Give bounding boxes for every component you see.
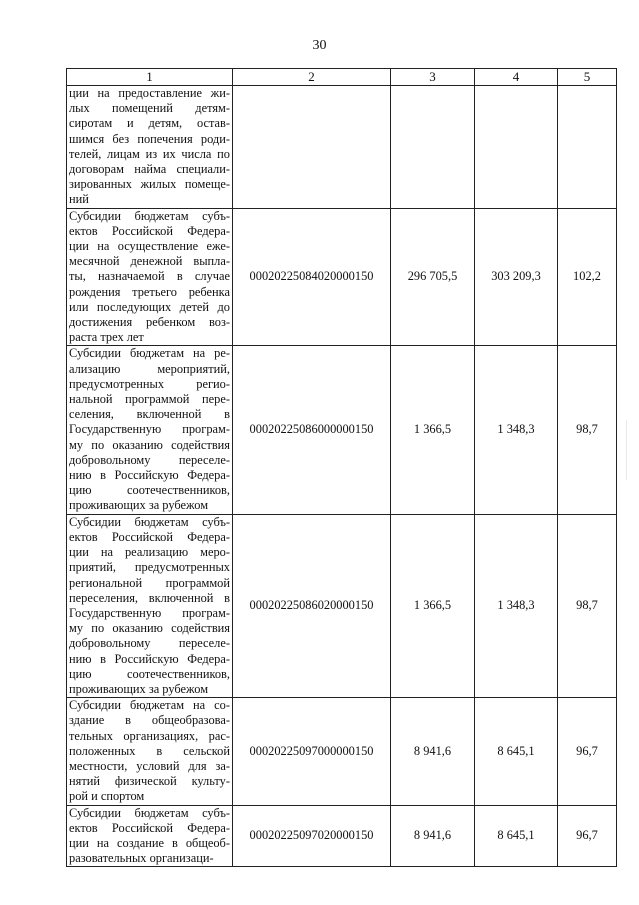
row-name-line: переселения, включенной в — [69, 590, 230, 605]
row-code-cell: 00020225084020000150 — [233, 208, 391, 346]
row-value-col3: 1 366,5 — [391, 346, 475, 514]
row-value-col5: 102,2 — [558, 208, 617, 346]
budget-table — [66, 68, 617, 867]
row-name-line: ектов Российской Федера- — [69, 820, 230, 835]
row-value-col4: 1 348,3 — [475, 346, 558, 514]
row-name-cell — [67, 514, 233, 697]
row-value-col5 — [558, 86, 617, 209]
table-row — [67, 346, 617, 514]
row-name-line: ции на реализацию меро- — [69, 545, 230, 560]
row-name-line: ектов Российской Федера- — [69, 223, 230, 238]
row-name-line: шимся без попечения роди- — [69, 131, 230, 146]
row-name-line: месячной денежной выпла- — [69, 254, 230, 269]
row-name-line: ектов Российской Федера- — [69, 529, 230, 544]
table-row — [67, 208, 617, 346]
row-name-line: разовательных организаци- — [69, 851, 214, 866]
row-name-line: или последующих детей до — [69, 299, 230, 314]
row-code-cell — [233, 86, 391, 209]
header-col-1: 1 — [67, 69, 233, 86]
row-value-col3: 296 705,5 — [391, 208, 475, 346]
row-name-line: цию соотечественников, — [69, 666, 230, 681]
row-name-line: Субсидии бюджетам субъ- — [69, 805, 230, 820]
row-name-line: достижения ребенком воз- — [69, 315, 230, 330]
row-name-line: ции на осуществление еже- — [69, 239, 230, 254]
row-name-cell — [67, 86, 233, 209]
row-name-line: предусмотренных регио- — [69, 376, 230, 391]
row-value-col3 — [391, 86, 475, 209]
header-col-3: 3 — [391, 69, 475, 86]
row-code-cell: 00020225097000000150 — [233, 698, 391, 805]
row-value-col5: 96,7 — [558, 805, 617, 867]
row-value-col3: 1 366,5 — [391, 514, 475, 697]
row-name-line: Государственную програм- — [69, 422, 230, 437]
row-value-col3: 8 941,6 — [391, 698, 475, 805]
row-name-line: нию в Российскую Федера- — [69, 468, 230, 483]
row-name-line: лых помещений детям- — [69, 101, 230, 116]
row-name-cell — [67, 805, 233, 867]
row-name-line: ты, назначаемой в случае — [69, 269, 230, 284]
row-name-line: добровольному переселе- — [69, 636, 230, 651]
page-number: 30 — [312, 38, 327, 53]
row-name-line: Субсидии бюджетам субъ- — [69, 208, 230, 223]
row-code-cell: 00020225086020000150 — [233, 514, 391, 697]
row-name-line: нальной программой пере- — [69, 392, 230, 407]
row-value-col4: 1 348,3 — [475, 514, 558, 697]
table-row — [67, 86, 617, 209]
row-name-cell — [67, 346, 233, 514]
row-name-line: тельных организациях, рас- — [69, 728, 230, 743]
header-col-4: 4 — [475, 69, 558, 86]
row-name-line: нятий физической культу- — [69, 774, 230, 789]
row-name-line: ний — [69, 192, 89, 207]
row-name-line: Субсидии бюджетам на ре- — [69, 346, 230, 361]
header-col-5: 5 — [558, 69, 617, 86]
row-name-line: раста трех лет — [69, 330, 144, 345]
row-value-col4 — [475, 86, 558, 209]
row-name-line: Субсидии бюджетам субъ- — [69, 514, 230, 529]
row-name-line: цию соотечественников, — [69, 483, 230, 498]
row-name-line: ции на предоставление жи- — [69, 86, 230, 100]
row-name-line: ции на создание в общеоб- — [69, 835, 230, 850]
row-name-line: проживающих за рубежом — [69, 498, 209, 513]
table-row — [67, 805, 617, 867]
row-code-cell: 00020225086000000150 — [233, 346, 391, 514]
row-name-line: Государственную програм- — [69, 605, 230, 620]
row-name-line: положенных в сельской — [69, 743, 230, 758]
row-name-line: му по оказанию содействия — [69, 437, 230, 452]
row-name-line: добровольному переселе- — [69, 452, 230, 467]
row-value-col4: 303 209,3 — [475, 208, 558, 346]
row-name-line: селения, включенной в — [69, 407, 230, 422]
row-name-line: сиротам и детям, остав- — [69, 116, 230, 131]
row-name-line: региональной программой — [69, 575, 230, 590]
row-name-line: местности, условий для за- — [69, 758, 230, 773]
table-row — [67, 514, 617, 697]
row-name-line: телей, лицам из их числа по — [69, 146, 230, 161]
row-value-col4: 8 645,1 — [475, 805, 558, 867]
row-value-col4: 8 645,1 — [475, 698, 558, 805]
row-name-line: нию в Российскую Федера- — [69, 651, 230, 666]
row-name-line: рождения третьего ребенка — [69, 284, 230, 299]
row-value-col5: 98,7 — [558, 514, 617, 697]
row-value-col3: 8 941,6 — [391, 805, 475, 867]
row-name-line: Субсидии бюджетам на со- — [69, 698, 230, 713]
scan-artifact-line — [626, 420, 627, 480]
row-value-col5: 98,7 — [558, 346, 617, 514]
row-name-line: рой и спортом — [69, 789, 145, 804]
row-code-cell: 00020225097020000150 — [233, 805, 391, 867]
row-name-line: проживающих за рубежом — [69, 681, 209, 696]
row-name-line: ализацию мероприятий, — [69, 361, 230, 376]
row-value-col5: 96,7 — [558, 698, 617, 805]
header-col-2: 2 — [233, 69, 391, 86]
row-name-line: здание в общеобразова- — [69, 713, 230, 728]
row-name-line: му по оказанию содействия — [69, 621, 230, 636]
row-name-cell — [67, 208, 233, 346]
row-name-line: зированных жилых помеще- — [69, 177, 230, 192]
row-name-line: приятий, предусмотренных — [69, 560, 230, 575]
row-name-line: договорам найма специали- — [69, 162, 230, 177]
row-name-cell — [67, 698, 233, 805]
table-row — [67, 698, 617, 805]
table-header-row — [67, 69, 617, 86]
